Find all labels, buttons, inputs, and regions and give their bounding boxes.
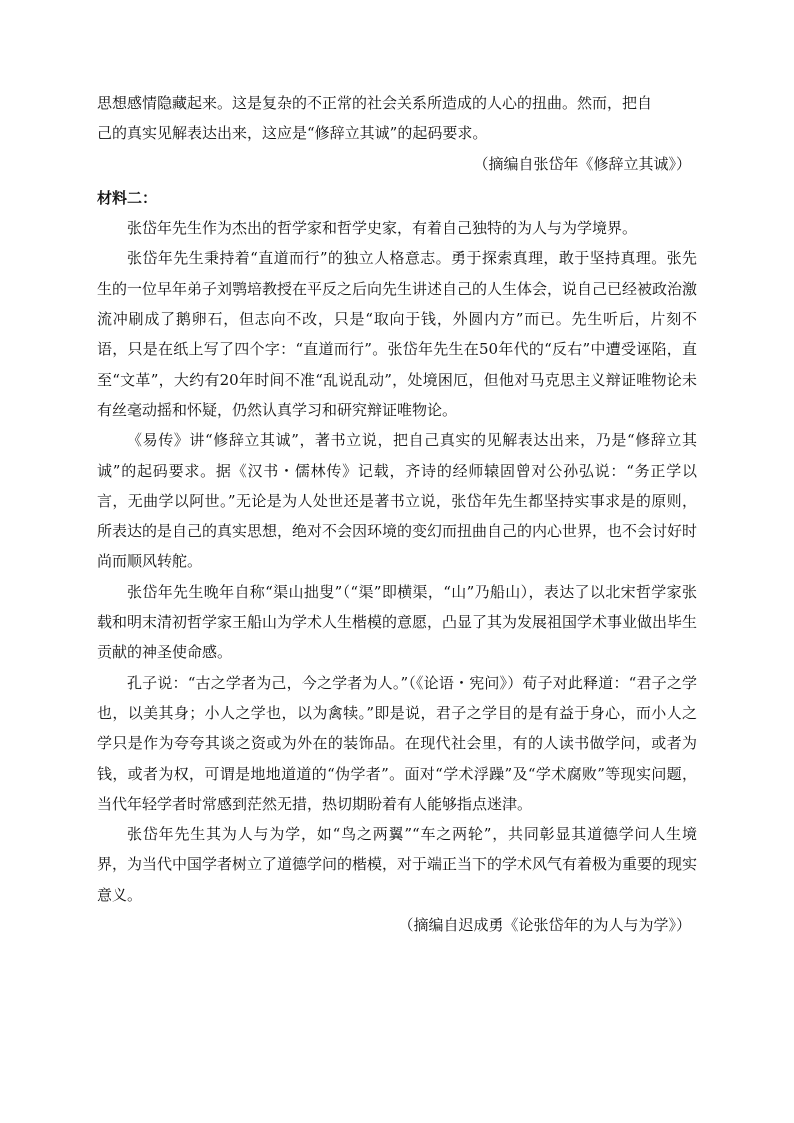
document-page bbox=[97, 88, 697, 940]
paragraph: 张岱年先生作为杰出的哲学家和哲学史家，有着自己独特的为人与为学境界。 bbox=[127, 219, 638, 238]
text-line: 思想感情隐藏起来。这是复杂的不正常的社会关系所造成的人心的扭曲。然而，把自 bbox=[97, 94, 653, 112]
paragraph: 孔子说：“古之学者为己，今之学者为人。”（《论语・宪问》）荀子对此释道：“君子之学也，以美其身；小人之学也，以为禽犊。”即是说，君子之学目的是有益于身心，而小人之学只是作为夸夸其谈之资或为外在的装饰品。在现代社会里，有的人读书做学问，或者为钱，或者为权，可谓是地地道道的“伪学者”。面对“学术浮躁”及“学术腐败”等现实问题，当代年轻学者时常感到茫然无措，热切期盼着有人能够指点迷津。 bbox=[97, 673, 697, 813]
text-line: 己的真实见解表达出来，这应是“修辞立其诚”的起码要求。 bbox=[97, 124, 488, 143]
paragraph: 张岱年先生晚年自称“渠山拙叟”（“渠”即横渠，“山”乃船山），表达了以北宋哲学家张载和明末清初哲学家王船山为学术人生楷模的意愿，凸显了其为发展祖国学术事业做出毕生贡献的神圣使命感。 bbox=[97, 582, 698, 662]
paragraph: 张岱年先生其为人与为学，如“鸟之两翼”“车之两轮”，共同彰显其道德学问人生境界，为当代中国学者树立了道德学问的楷模，对于端正当下的学术风气有着极为重要的现实意义。 bbox=[97, 825, 698, 904]
paragraph: 张岱年先生秉持着“直道而行”的独立人格意志。勇于探索真理，敢于坚持真理。张先生的一位早年弟子刘鹗培教授在平反之后向先生讲述自己的人生体会，说自己已经被政治激流冲刷成了鹅卵石，但志向不改，只是“取向于钱，外圆内方”而已。先生听后，片刻不语，只是在纸上写了四个字：“直道而行”。张岱年先生在50年代的“反右”中遭受诬陷，直至“文革”，大约有20年时间不准“乱说乱动”，处境困厄，但他对马克思主义辩证唯物论未有丝毫动摇和怀疑，仍然认真学习和研究辩证唯物论。 bbox=[97, 249, 698, 419]
source-citation: （摘编自迟成勇《论张岱年的为人与为学》） bbox=[398, 916, 691, 935]
source-citation: （摘编自张岱年《修辞立其诚》） bbox=[473, 154, 691, 173]
paragraph: 《易传》讲“修辞立其诚”，著书立说，把自己真实的见解表达出来，乃是“修辞立其诚”的起码要求。据《汉书・儒林传》记载，齐诗的经师辕固曾对公孙弘说：“务正学以言，无曲学以阿世。”无论是为人处世还是著书立说，张岱年先生都坚持实事求是的原则，所表达的是自己的真实思想，绝对不会因环境的变幻而扭曲自己的内心世界，也不会讨好时尚而顺风转舵。 bbox=[97, 431, 698, 571]
section-heading: 材料二： bbox=[97, 188, 158, 207]
